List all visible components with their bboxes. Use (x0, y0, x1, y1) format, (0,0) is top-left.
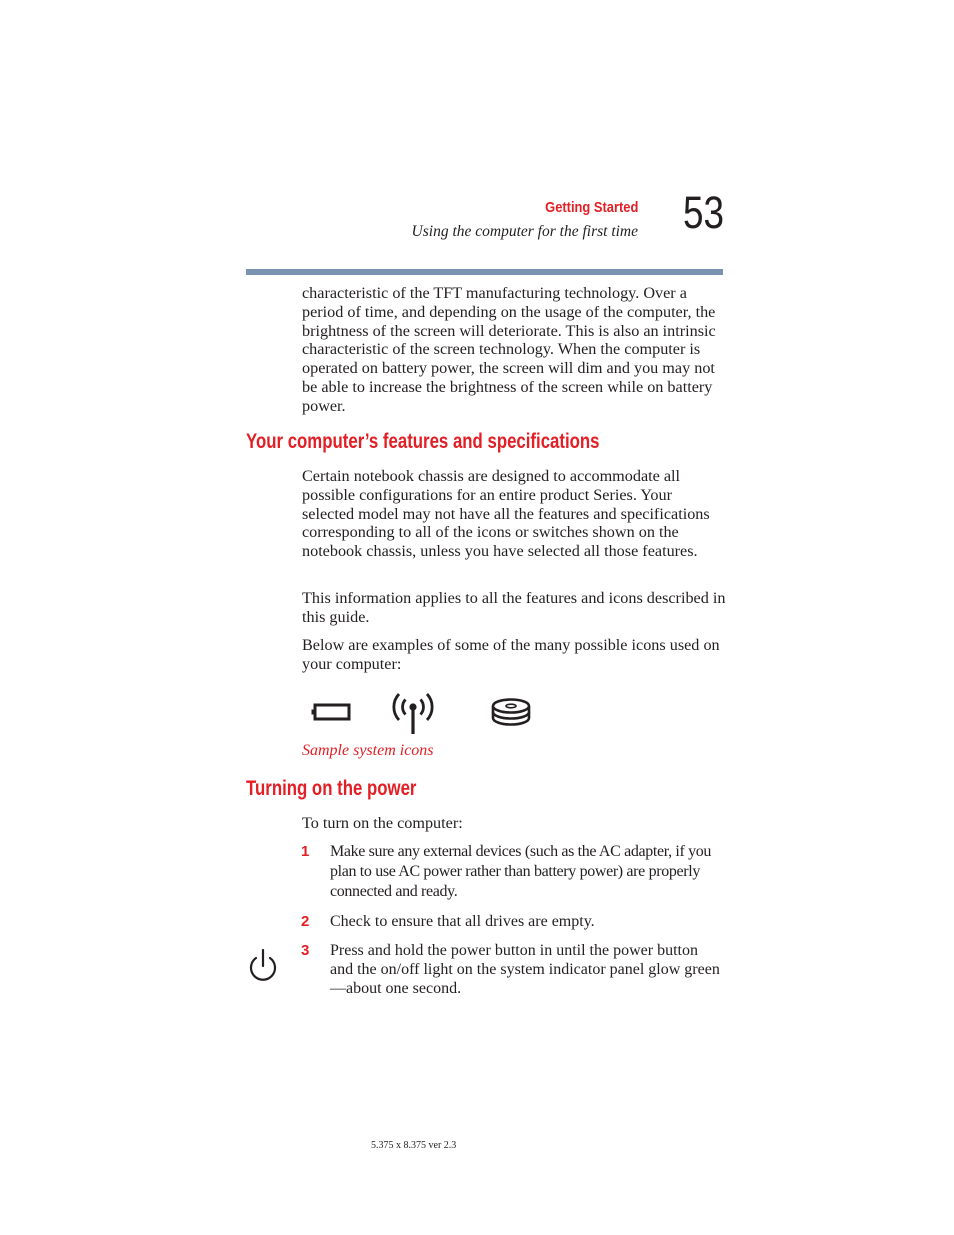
features-paragraph-1: Certain notebook chassis are designed to accommodate all possible configurations for an entire product Series. Your selected model may not have all the features and specifications corresponding to all of the icons or switches shown on the notebook chassis, unless you have selected all those features. (302, 467, 710, 561)
hard-drive-icon (489, 696, 533, 730)
power-intro: To turn on the computer: (302, 814, 463, 832)
step-text: Check to ensure that all drives are empty. (330, 913, 595, 930)
step-number: 3 (301, 942, 310, 959)
figure-caption: Sample system icons (302, 742, 434, 759)
step-text: Make sure any external devices (such as the AC adapter, if you plan to use AC power rather than battery power) are properly connected and ready. (330, 843, 712, 900)
features-heading: Your computer’s features and specifications (246, 430, 600, 453)
header-subsection-title: Using the computer for the first time (411, 223, 638, 240)
step-number: 2 (301, 913, 310, 930)
page-footer: 5.375 x 8.375 ver 2.3 (371, 1140, 457, 1151)
step-number: 1 (301, 843, 310, 860)
intro-paragraph: characteristic of the TFT manufacturing technology. Over a period of time, and depending on the usage of the computer, the brightness of the screen will deteriorate. This is also an intrinsic characteristic of the screen technology. When the computer is operated on battery power, the screen will dim and you may not be able to increase the brightness of the screen while on battery power. (302, 284, 716, 415)
power-heading: Turning on the power (246, 777, 417, 800)
page-number: 53 (683, 187, 725, 238)
features-paragraph-2: This information applies to all the features and icons described in this guide. (302, 589, 726, 626)
features-paragraph-3: Below are examples of some of the many possible icons used on your computer: (302, 636, 720, 673)
header-rule (246, 269, 723, 275)
step-text: Press and hold the power button in until the power button and the on/off light on the system indicator panel glow green—about one second. (330, 942, 720, 997)
battery-icon (310, 700, 352, 724)
header-section-title: Getting Started (544, 199, 638, 216)
wireless-antenna-icon (388, 690, 438, 736)
power-icon (246, 947, 280, 983)
